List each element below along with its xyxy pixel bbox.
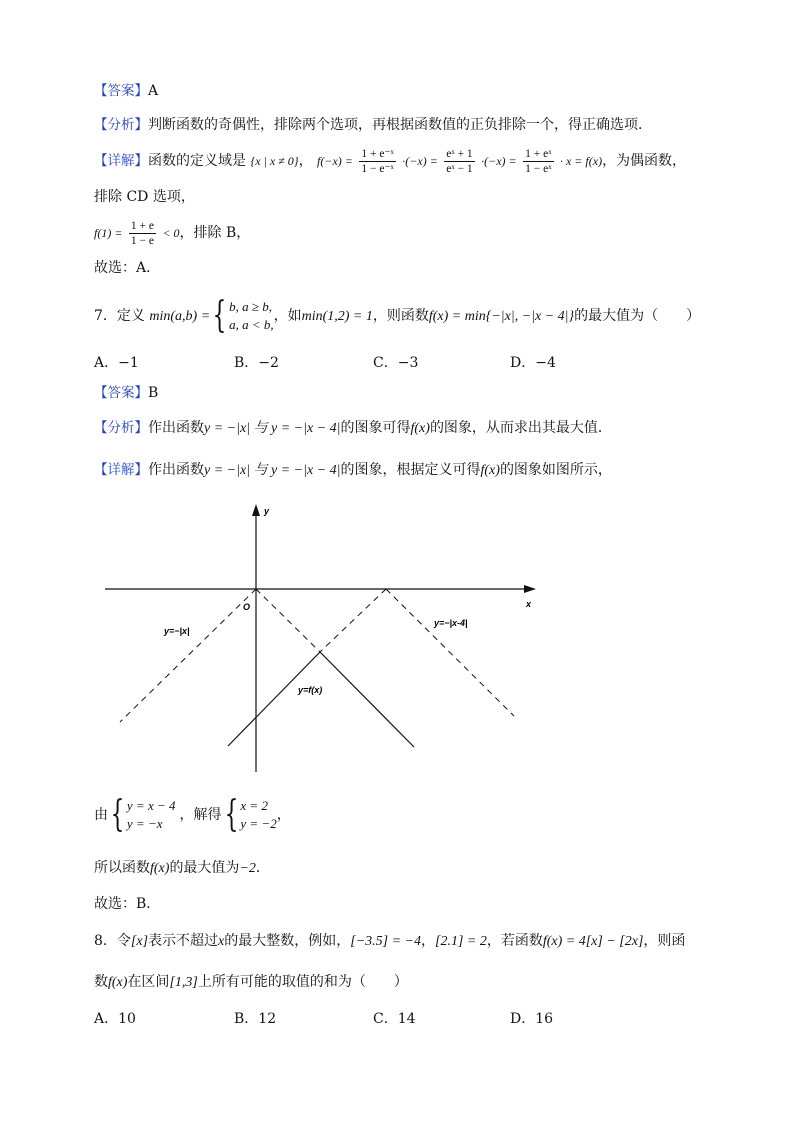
q8-x: x	[218, 934, 225, 949]
line-neg-abs-x-right	[256, 589, 320, 652]
q7-detail-fx: f(x)	[480, 463, 500, 478]
option-label: C．	[373, 355, 398, 371]
q6-choose	[94, 258, 160, 278]
q6-frac-1	[359, 147, 395, 176]
q6-analysis-line	[94, 115, 652, 135]
q8-interval: [1,3]	[169, 975, 198, 990]
q8-line1-b: 表示不超过	[148, 933, 219, 949]
q7-graph-figure	[100, 500, 540, 775]
q6-exclude-b: ，排除 B，	[179, 225, 251, 241]
q7-analysis-b: 的图象可得	[340, 420, 411, 436]
frac-numerator: 1 + eˣ	[525, 147, 552, 160]
q7-max-val: −2	[239, 861, 256, 876]
q6-frac-2	[444, 147, 474, 176]
q6-f-neg: f(−x) =	[317, 154, 353, 168]
label-neg-abs-x: y=−|x|	[164, 626, 190, 636]
q6-mid-1: ·(−x) =	[402, 154, 438, 168]
option-label: A．	[94, 1011, 119, 1027]
frac-denominator: 1 − e⁻ˣ	[361, 162, 394, 175]
q6-choose-text: 故选：A．	[94, 260, 161, 276]
q7-analysis-fx: f(x)	[410, 421, 430, 436]
q7-max-fx: f(x)	[150, 861, 170, 876]
q6-even: ，为偶函数，	[602, 153, 687, 169]
frac-denominator: eˣ − 1	[446, 162, 473, 175]
option-label: B．	[234, 1011, 259, 1027]
q8-line1-c: 的最大整数，例如，	[224, 933, 351, 949]
option-label: D．	[510, 355, 536, 371]
q7-example: min(1,2) = 1	[301, 309, 373, 324]
q7-choose	[94, 894, 160, 914]
q7-analysis-line	[94, 418, 612, 439]
q7-detail-c: 的图象如图所示，	[499, 462, 612, 478]
y-axis-arrow	[252, 504, 260, 516]
option-label: A．	[94, 355, 119, 371]
q6-f1-line	[94, 218, 250, 248]
q7-max-line	[94, 858, 270, 879]
q7-detail-line	[94, 460, 612, 481]
option-value: 14	[397, 1011, 416, 1027]
q7-max-end: ．	[255, 860, 270, 876]
q7-max-b: 的最大值为	[169, 860, 240, 876]
q7-system-line	[94, 795, 291, 835]
option-label: C．	[373, 1011, 398, 1027]
option-value: −4	[535, 355, 556, 371]
sys2-eq-1: x = 2	[240, 798, 268, 813]
q6-frac-3	[523, 147, 553, 176]
q8-bracket-x: [x]	[130, 934, 149, 949]
option-value: −2	[258, 355, 279, 371]
option-value: −3	[397, 355, 419, 371]
q7-example-pre: ，如	[273, 308, 302, 324]
frac-denominator: 1 − eˣ	[525, 162, 552, 175]
answer-tag: 【答案】	[94, 83, 148, 99]
option-label: D．	[510, 1011, 536, 1027]
q6-f1-frac	[129, 219, 156, 248]
q6-f1-tail: < 0	[162, 226, 180, 240]
q6-detail-line: 【详解】函数的定义域是 {x | x ≠ 0}， f(−x) = $\frac{\text{1 + e⁻ˣ}}{\text{1 − e⁻ˣ}}$ ·(−x) = $\frac{\text{eˣ + 1}}{\text{eˣ − 1}}$ ·(−x) = $\frac{\text{1 + eˣ}}{\text{1 − eˣ}}$ · x = f(x)，为偶函数，	[94, 147, 687, 175]
q7-detail-b: 的图象，根据定义可得	[340, 462, 481, 478]
q7-question: 的最大值为（ ）	[574, 308, 701, 324]
detail-tag: 【详解】	[94, 462, 148, 478]
case-1: b, a ≥ b,	[229, 299, 272, 314]
q7-option-b	[234, 352, 279, 372]
option-label: B．	[234, 355, 259, 371]
q7-sys-end: ，	[276, 807, 291, 823]
q7-sys1-brace: {	[110, 794, 125, 835]
q8-fx2: f(x)	[108, 975, 128, 990]
frac-numerator: 1 + e⁻ˣ	[361, 147, 394, 160]
q8-stem-line-2	[94, 972, 408, 993]
q6-domain-set: {x | x ≠ 0}	[250, 154, 299, 168]
fx-right-branch	[320, 652, 414, 747]
label-neg-abs-x4: y=−|x-4|	[434, 618, 468, 628]
fx-left-branch	[228, 652, 323, 746]
q7-choose-text: 故选：B．	[94, 896, 161, 912]
q8-line1-d: ，若函数	[486, 933, 543, 949]
x-axis-arrow	[524, 585, 536, 593]
q7-solve: ，解得	[179, 807, 222, 823]
analysis-tag: 【分析】	[94, 420, 148, 436]
q7-option-c	[373, 352, 418, 372]
label-origin: O	[243, 602, 251, 612]
case-2: a, a < b,	[229, 317, 274, 332]
q7-detail-expr: y = −|x| 与 y = −|x − 4|	[204, 463, 341, 478]
label-x: x	[526, 599, 532, 609]
q7-sys2-brace: {	[224, 794, 238, 835]
q8-example-2: [2.1] = 2	[435, 934, 487, 949]
q6-answer: A	[148, 83, 159, 99]
frac-denominator: 1 − e	[130, 234, 154, 247]
q8-fx: f(x) = 4[x] − [2x]	[542, 934, 644, 949]
sys2-eq-2: y = −2	[240, 816, 277, 831]
q7-option-a	[94, 352, 139, 372]
line-neg-abs-x4-left	[320, 589, 386, 652]
q8-option-c	[373, 1008, 416, 1028]
option-value: 12	[258, 1011, 277, 1027]
q7-stem	[94, 296, 700, 337]
line-neg-abs-x-left	[120, 589, 256, 722]
q7-brace: {	[212, 295, 227, 336]
option-value: −1	[118, 355, 139, 371]
q6-tail: · x = f(x)	[559, 154, 603, 168]
q7-number: 7．定义	[94, 308, 145, 324]
q7-cases	[229, 298, 274, 334]
q7-answer-line	[94, 383, 158, 403]
analysis-tag: 【分析】	[94, 117, 148, 133]
q7-min-def: min(a,b) =	[149, 309, 211, 324]
answer-tag: 【答案】	[94, 385, 148, 401]
q8-stem-line-1	[94, 931, 685, 952]
q7-analysis-a: 作出函数	[148, 420, 204, 436]
frac-numerator: 1 + e	[130, 219, 154, 232]
option-value: 10	[118, 1011, 136, 1027]
q8-sep: ，	[421, 933, 436, 949]
q8-option-a	[94, 1008, 136, 1028]
q8-example-1: [−3.5] = −4	[350, 934, 422, 949]
q7-system-2	[240, 797, 276, 833]
q8-number: 8．令	[94, 933, 131, 949]
label-fx: y=f(x)	[298, 685, 323, 695]
q7-then: ，则函数	[372, 308, 429, 324]
q7-system-1	[127, 797, 176, 833]
q7-analysis-c: 的图象，从而求出其最大值．	[429, 420, 612, 436]
q6-answer-line	[94, 81, 158, 101]
sys1-eq-2: y = −x	[126, 816, 163, 831]
q8-option-d	[510, 1008, 553, 1028]
q7-option-d	[510, 352, 556, 372]
q6-mid-2: ·(−x) =	[481, 154, 517, 168]
q6-exclude-cd	[94, 187, 195, 207]
q7-max-a: 所以函数	[94, 860, 150, 876]
q6-detail-text: 函数的定义域是	[148, 153, 246, 169]
detail-tag: 【详解】	[94, 153, 148, 169]
q8-line1-e: ，则函	[643, 933, 686, 949]
q6-f1: f(1) =	[94, 226, 123, 240]
q8-option-b	[234, 1008, 276, 1028]
q6-exclude-cd-text: 排除 CD 选项，	[94, 189, 195, 205]
line-neg-abs-x4-right	[386, 589, 514, 716]
q6-analysis: 判断函数的奇偶性，排除两个选项，再根据函数值的正负排除一个，得正确选项．	[148, 117, 652, 133]
q8-line2-a: 数	[94, 974, 108, 990]
q7-answer: B	[148, 385, 159, 401]
q7-detail-a: 作出函数	[148, 462, 204, 478]
sys1-eq-1: y = x − 4	[126, 798, 176, 813]
q7-from: 由	[94, 807, 108, 823]
q8-line2-b: 在区间	[127, 974, 170, 990]
option-value: 16	[535, 1011, 554, 1027]
q7-fx: f(x) = min{−|x|, −|x − 4|}	[428, 309, 575, 324]
q7-analysis-expr: y = −|x| 与 y = −|x − 4|	[204, 421, 341, 436]
frac-numerator: eˣ + 1	[446, 147, 473, 160]
q8-line2-c: 上所有可能的取值的和为（ ）	[197, 974, 408, 990]
label-y: y	[264, 506, 270, 516]
